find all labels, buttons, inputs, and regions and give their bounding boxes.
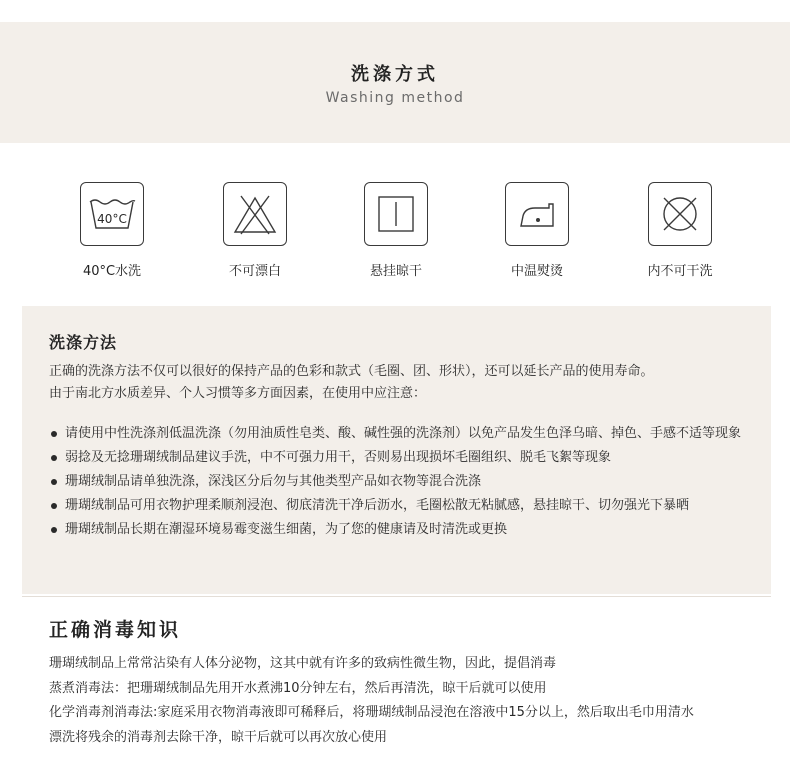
bullet-dot-icon <box>51 431 57 437</box>
care-label-bleach: 不可漂白 <box>228 264 281 279</box>
iron-medium-icon <box>505 182 569 246</box>
care-label-dryclean: 内不可干洗 <box>647 264 713 279</box>
method-bullet <box>49 446 755 470</box>
wash-40-icon <box>80 182 144 246</box>
bullet-dot-icon <box>51 527 57 533</box>
method-bullet-text: 珊瑚绒制品长期在潮湿环境易霉变滋生细菌，为了您的健康请及时清洗或更换 <box>65 522 508 537</box>
method-bullet <box>49 494 755 518</box>
care-icon-row <box>0 182 790 282</box>
method-bullet <box>49 518 755 542</box>
care-item-iron <box>467 182 607 279</box>
care-item-dryclean <box>610 182 750 279</box>
bullet-dot-icon <box>51 479 57 485</box>
method-title: 洗涤方法 <box>49 333 118 352</box>
method-bullet-text: 珊瑚绒制品请单独洗涤，深浅区分后勿与其他类型产品如衣物等混合洗涤 <box>65 474 482 489</box>
page-title: 洗涤方式 <box>351 64 439 85</box>
care-label-wash: 40°C水洗 <box>82 264 142 279</box>
page-subtitle: Washing method <box>325 90 465 106</box>
care-item-wash <box>42 182 182 279</box>
disinfect-title: 正确消毒知识 <box>49 619 182 641</box>
washing-method-panel <box>22 306 771 594</box>
method-bullet-text: 珊瑚绒制品可用衣物护理柔顺剂浸泡、彻底清洗干净后沥水，毛圈松散无粘腻感，悬挂晾干、切勿强光下暴晒 <box>65 498 690 513</box>
disinfect-line: 漂洗将残余的消毒剂去除干净，晾干后就可以再次放心使用 <box>49 729 388 745</box>
care-item-dry <box>326 182 466 279</box>
no-bleach-icon <box>223 182 287 246</box>
care-label-iron: 中温熨烫 <box>510 264 563 279</box>
care-item-bleach <box>185 182 325 279</box>
section-divider <box>22 596 771 597</box>
method-intro <box>49 361 749 405</box>
method-bullet-list <box>49 422 755 542</box>
method-bullet <box>49 422 755 446</box>
disinfect-line: 珊瑚绒制品上常常沾染有人体分泌物，这其中就有许多的致病性微生物，因此，提倡消毒 <box>49 656 557 671</box>
no-dry-clean-icon <box>648 182 712 246</box>
method-intro-line: 正确的洗涤方法不仅可以很好的保持产品的色彩和款式（毛圈、团、形状），还可以延长产品的使用寿命。 <box>49 364 654 379</box>
bullet-dot-icon <box>51 455 57 461</box>
method-bullet-text: 请使用中性洗涤剂低温洗涤（勿用油质性皂类、酸、碱性强的洗涤剂）以免产品发生色泽乌暗、掉色、手感不适等现象 <box>65 426 742 441</box>
line-dry-icon <box>364 182 428 246</box>
bullet-dot-icon <box>51 503 57 509</box>
disinfect-line: 蒸煮消毒法：把珊瑚绒制品先用开水煮沸10分钟左右，然后再清洗，晾干后就可以使用 <box>49 680 547 696</box>
wash-temp-text: 40°C <box>97 212 127 226</box>
disinfect-text <box>49 652 769 750</box>
care-label-dry: 悬挂晾干 <box>369 264 422 279</box>
method-bullet-text: 弱捻及无捻珊瑚绒制品建议手洗，中不可强力用干，否则易出现损坏毛圈组织、脱毛飞絮等现象 <box>65 450 612 465</box>
method-bullet <box>49 470 755 494</box>
disinfect-line: 化学消毒剂消毒法:家庭采用衣物消毒液即可稀释后，将珊瑚绒制品浸泡在溶液中15分以上，然后取出毛巾用清水 <box>49 705 694 720</box>
method-intro-line: 由于南北方水质差异、个人习惯等多方面因素，在使用中应注意： <box>49 386 427 401</box>
